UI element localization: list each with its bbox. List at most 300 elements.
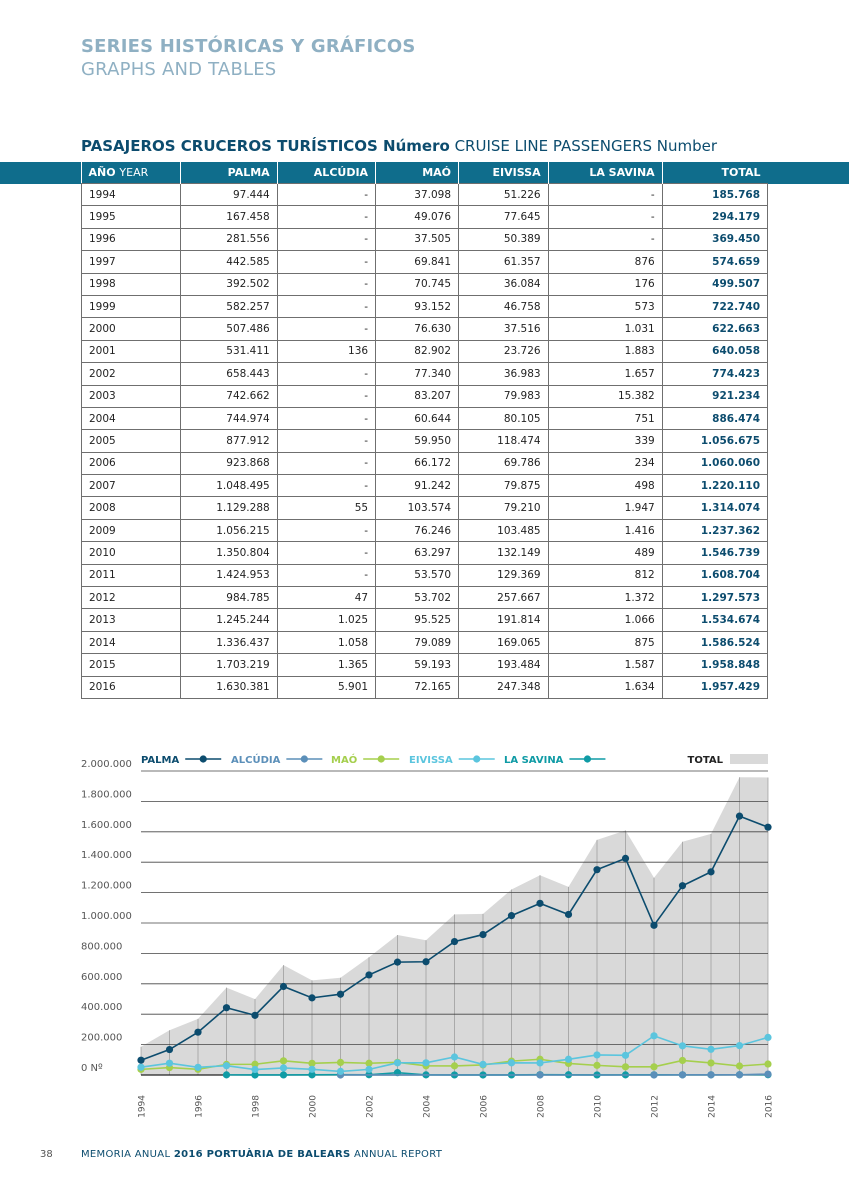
x-tick-label: 2010 [593,1095,604,1118]
table-cell: 76.630 [376,318,459,340]
y-tick-label: 1.800.000 [81,789,132,801]
legend-label: LA SAVINA [504,755,564,766]
table-cell: 97.444 [180,184,277,206]
data-point [337,1068,344,1075]
table-title-en: CRUISE LINE PASSENGERS Number [454,137,718,155]
table-cell: 498 [548,475,662,497]
table-cell: 176 [548,273,662,295]
legend-label-total: TOTAL [687,755,723,766]
data-point [679,1071,686,1078]
table-row [82,564,768,586]
table-cell: - [277,318,375,340]
year-cell: 2013 [82,609,181,631]
table-cell: 1.416 [548,519,662,541]
table-cell: 722.740 [662,295,767,317]
column-header: MAÓ [376,162,459,184]
legend-marker [584,755,591,762]
table-cell: 37.505 [376,228,459,250]
year-cell: 2002 [82,363,181,385]
table-cell: 129.369 [459,564,549,586]
table-cell: 185.768 [662,184,767,206]
table-cell: 23.726 [459,340,549,362]
table-cell: 1.237.362 [662,519,767,541]
x-tick-label: 2002 [365,1095,376,1118]
data-point [679,1042,686,1049]
table-cell: 1.220.110 [662,475,767,497]
footer-text: MEMORIA ANUAL 2016 PORTUÀRIA DE BALEARS ANNUAL REPORT [81,1149,443,1160]
data-point [223,1071,230,1078]
data-point [308,994,315,1001]
table-cell: - [277,363,375,385]
x-tick-label: 2008 [536,1095,547,1118]
table-cell: 921.234 [662,385,767,407]
table-cell: 55 [277,497,375,519]
table-cell: 61.357 [459,251,549,273]
table-cell: 70.745 [376,273,459,295]
data-point [451,1062,458,1069]
table-cell: 193.484 [459,654,549,676]
table-cell: 72.165 [376,676,459,698]
data-point [707,1059,714,1066]
table-cell: 77.340 [376,363,459,385]
year-cell: 2014 [82,631,181,653]
y-tick-label: 200.000 [81,1032,123,1044]
table-cell: 1.058 [277,631,375,653]
data-point [194,1064,201,1071]
table-row [82,295,768,317]
table-cell: - [277,184,375,206]
year-cell: 2004 [82,407,181,429]
table-cell: 66.172 [376,452,459,474]
table-cell: 573 [548,295,662,317]
table-cell: 658.443 [180,363,277,385]
data-point [764,1071,771,1078]
table-cell: 1.546.739 [662,542,767,564]
data-point [622,1052,629,1059]
table-cell: 369.450 [662,228,767,250]
column-header: PALMA [180,162,277,184]
x-tick-label: 1998 [251,1095,262,1118]
table-row [82,609,768,631]
table-cell: 63.297 [376,542,459,564]
y-tick-label: 400.000 [81,1002,123,1014]
data-point [337,991,344,998]
year-cell: 2010 [82,542,181,564]
data-point [137,1057,144,1064]
table-cell: 93.152 [376,295,459,317]
table-row [82,228,768,250]
table-cell: - [277,430,375,452]
table-cell: - [277,519,375,541]
table-cell: 640.058 [662,340,767,362]
y-tick-label: 1.000.000 [81,911,132,922]
table-cell: 257.667 [459,587,549,609]
table-cell: 499.507 [662,273,767,295]
data-point [280,1071,287,1078]
data-point [593,1062,600,1069]
table-cell: 339 [548,430,662,452]
table-header-band-left [0,162,81,184]
legend-label: EIVISSA [409,755,453,766]
data-point [280,1057,287,1064]
data-point [707,868,714,875]
table-cell: 392.502 [180,273,277,295]
passengers-table [81,162,768,699]
data-point [365,971,372,978]
data-point [764,1034,771,1041]
series-line [341,1074,769,1075]
table-cell: 1.534.674 [662,609,767,631]
table-cell: 79.089 [376,631,459,653]
table-cell: - [277,295,375,317]
data-point [280,983,287,990]
table-cell: 132.149 [459,542,549,564]
year-cell: 2012 [82,587,181,609]
data-point [707,1046,714,1053]
data-point [593,1051,600,1058]
table-cell: 37.516 [459,318,549,340]
table-cell: 103.574 [376,497,459,519]
column-header: LA SAVINA [548,162,662,184]
year-cell: 2006 [82,452,181,474]
table-cell: 1.336.437 [180,631,277,653]
data-point [650,1063,657,1070]
legend-label: MAÓ [331,755,358,766]
y-tick-label: 0 Nº [81,1063,103,1074]
table-cell: 742.662 [180,385,277,407]
table-cell: 79.983 [459,385,549,407]
data-point [622,1063,629,1070]
table-cell: 507.486 [180,318,277,340]
table-cell: 1.957.429 [662,676,767,698]
y-tick-label: 800.000 [81,941,123,953]
x-axis-ticks [138,1095,775,1118]
table-cell: 91.242 [376,475,459,497]
section-title-es: SERIES HISTÓRICAS Y GRÁFICOS [81,36,416,57]
table-cell: 622.663 [662,318,767,340]
table-cell: 76.246 [376,519,459,541]
page-number: 38 [40,1149,53,1160]
data-point [365,1060,372,1067]
table-cell: 80.105 [459,407,549,429]
table-cell: 1.586.524 [662,631,767,653]
table-cell: 1.634 [548,676,662,698]
data-point [508,1059,515,1066]
table-row [82,273,768,295]
table-cell: - [548,184,662,206]
year-cell: 1994 [82,184,181,206]
data-point [422,958,429,965]
data-point [394,959,401,966]
data-point [337,1059,344,1066]
legend-marker [378,755,385,762]
table-cell: - [277,407,375,429]
table-cell: 95.525 [376,609,459,631]
data-point [736,1042,743,1049]
table-cell: 582.257 [180,295,277,317]
total-area [141,777,768,1075]
table-cell: 36.983 [459,363,549,385]
year-cell: 2009 [82,519,181,541]
table-row [82,184,768,206]
legend-swatch-total [730,754,768,764]
data-point [251,1066,258,1073]
data-point [622,855,629,862]
chart-legend [141,753,768,766]
table-cell: 49.076 [376,206,459,228]
table-cell: 83.207 [376,385,459,407]
data-point [166,1060,173,1067]
y-axis-ticks [81,759,132,1074]
x-tick-label: 2006 [479,1095,490,1118]
table-cell: 1.372 [548,587,662,609]
data-point [365,1066,372,1073]
table-cell: 36.084 [459,273,549,295]
table-header-row [82,162,768,184]
year-cell: 1999 [82,295,181,317]
data-point [650,922,657,929]
table-cell: 59.950 [376,430,459,452]
table-cell: 1.060.060 [662,452,767,474]
table-cell: 751 [548,407,662,429]
section-title-en: GRAPHS AND TABLES [81,59,277,80]
x-tick-label: 2014 [707,1095,718,1118]
table-cell: - [548,228,662,250]
year-cell: 2000 [82,318,181,340]
data-point [679,882,686,889]
table-cell: 46.758 [459,295,549,317]
x-tick-label: 2016 [764,1095,775,1118]
x-tick-label: 1994 [137,1095,148,1118]
table-cell: - [277,206,375,228]
year-cell: 1998 [82,273,181,295]
y-tick-label: 600.000 [81,971,123,983]
table-cell: 1.056.215 [180,519,277,541]
table-cell: 103.485 [459,519,549,541]
table-cell: 489 [548,542,662,564]
table-cell: 60.644 [376,407,459,429]
data-point [536,900,543,907]
data-point [280,1064,287,1071]
data-point [166,1046,173,1053]
column-header: TOTAL [662,162,767,184]
data-point [593,866,600,873]
table-cell: 53.702 [376,587,459,609]
legend-marker [200,755,207,762]
year-cell: 1995 [82,206,181,228]
data-point [736,813,743,820]
table-cell: - [548,206,662,228]
data-point [308,1066,315,1073]
data-point [565,1056,572,1063]
table-cell: 294.179 [662,206,767,228]
data-point [451,938,458,945]
data-point [394,1059,401,1066]
table-cell: 1.025 [277,609,375,631]
x-tick-label: 2012 [650,1095,661,1118]
year-cell: 2008 [82,497,181,519]
table-title-es: PASAJEROS CRUCEROS TURÍSTICOS Número [81,137,450,155]
year-cell: 2011 [82,564,181,586]
table-cell: 1.129.288 [180,497,277,519]
data-point [764,824,771,831]
y-tick-label: 1.600.000 [81,819,132,831]
table-cell: 82.902 [376,340,459,362]
data-point [736,1062,743,1069]
table-row [82,251,768,273]
year-cell: 2001 [82,340,181,362]
table-row [82,340,768,362]
table-cell: 1.048.495 [180,475,277,497]
table-cell: 167.458 [180,206,277,228]
column-header: ALCÚDIA [277,162,375,184]
table-cell: 1.066 [548,609,662,631]
data-point [251,1012,258,1019]
table-cell: 79.210 [459,497,549,519]
table-cell: 1.587 [548,654,662,676]
table-cell: 1.314.074 [662,497,767,519]
table-cell: 877.912 [180,430,277,452]
table-cell: 1.424.953 [180,564,277,586]
table-row [82,430,768,452]
data-point [679,1057,686,1064]
year-cell: 2015 [82,654,181,676]
year-cell: 1997 [82,251,181,273]
y-tick-label: 1.200.000 [81,880,132,892]
table-cell: 169.065 [459,631,549,653]
table-cell: 1.056.675 [662,430,767,452]
table-header-band-right [768,162,849,184]
table-cell: 1.958.848 [662,654,767,676]
table-cell: 47 [277,587,375,609]
table-row [82,631,768,653]
table-cell: 191.814 [459,609,549,631]
table-cell: 1.657 [548,363,662,385]
y-tick-label: 1.400.000 [81,850,132,862]
table-cell: 5.901 [277,676,375,698]
table-row [82,206,768,228]
year-cell: 2005 [82,430,181,452]
table-cell: 1.703.219 [180,654,277,676]
table-cell: 247.348 [459,676,549,698]
table-cell: 1.883 [548,340,662,362]
table-cell: 136 [277,340,375,362]
table-cell: 774.423 [662,363,767,385]
table-cell: 984.785 [180,587,277,609]
table-cell: 51.226 [459,184,549,206]
table-cell: 77.645 [459,206,549,228]
table-cell: 875 [548,631,662,653]
x-tick-label: 1996 [194,1095,205,1118]
table-cell: - [277,542,375,564]
table-cell: 53.570 [376,564,459,586]
year-cell: 2007 [82,475,181,497]
year-cell: 1996 [82,228,181,250]
table-cell: 118.474 [459,430,549,452]
table-cell: 1.297.573 [662,587,767,609]
table-cell: 37.098 [376,184,459,206]
table-cell: - [277,228,375,250]
data-point [479,1061,486,1068]
table-row [82,407,768,429]
data-point [736,1071,743,1078]
table-cell: 1.245.244 [180,609,277,631]
table-cell: 1.947 [548,497,662,519]
data-point [650,1032,657,1039]
data-point [451,1053,458,1060]
table-cell: - [277,564,375,586]
table-row [82,363,768,385]
x-tick-label: 2004 [422,1095,433,1118]
table-cell: - [277,452,375,474]
table-cell: 1.350.804 [180,542,277,564]
table-cell: 442.585 [180,251,277,273]
table-cell: 281.556 [180,228,277,250]
table-cell: 876 [548,251,662,273]
table-cell: 59.193 [376,654,459,676]
data-point [707,1071,714,1078]
table-row [82,587,768,609]
table-cell: 531.411 [180,340,277,362]
table-cell: 1.031 [548,318,662,340]
table-cell: 1.365 [277,654,375,676]
table-cell: 574.659 [662,251,767,273]
table-cell: 923.868 [180,452,277,474]
year-column-header: AÑO YEAR [82,162,181,184]
table-row [82,497,768,519]
passengers-chart [0,740,849,1130]
table-row [82,519,768,541]
table-cell: 886.474 [662,407,767,429]
data-point [479,931,486,938]
column-header: EIVISSA [459,162,549,184]
table-cell: 15.382 [548,385,662,407]
table-row [82,654,768,676]
table-cell: 1.608.704 [662,564,767,586]
table-cell: 50.389 [459,228,549,250]
table-cell: - [277,475,375,497]
data-point [764,1060,771,1067]
table-cell: 812 [548,564,662,586]
y-tick-label: 2.000.000 [81,759,132,770]
x-tick-label: 2000 [308,1095,319,1118]
table-cell: 79.875 [459,475,549,497]
data-point [508,912,515,919]
table-cell: 234 [548,452,662,474]
table-row [82,385,768,407]
year-cell: 2003 [82,385,181,407]
table-cell: - [277,273,375,295]
data-point [565,911,572,918]
table-row [82,542,768,564]
data-point [536,1059,543,1066]
table-title [81,137,717,155]
table-row [82,318,768,340]
table-cell: 69.841 [376,251,459,273]
legend-label: ALCÚDIA [231,755,281,766]
data-point [194,1029,201,1036]
data-point [223,1004,230,1011]
data-point [536,1071,543,1078]
data-point [422,1059,429,1066]
data-point [137,1064,144,1071]
table-cell: 1.630.381 [180,676,277,698]
data-point [650,1071,657,1078]
legend-marker [301,755,308,762]
table-cell: 744.974 [180,407,277,429]
year-cell: 2016 [82,676,181,698]
legend-label: PALMA [141,755,180,766]
